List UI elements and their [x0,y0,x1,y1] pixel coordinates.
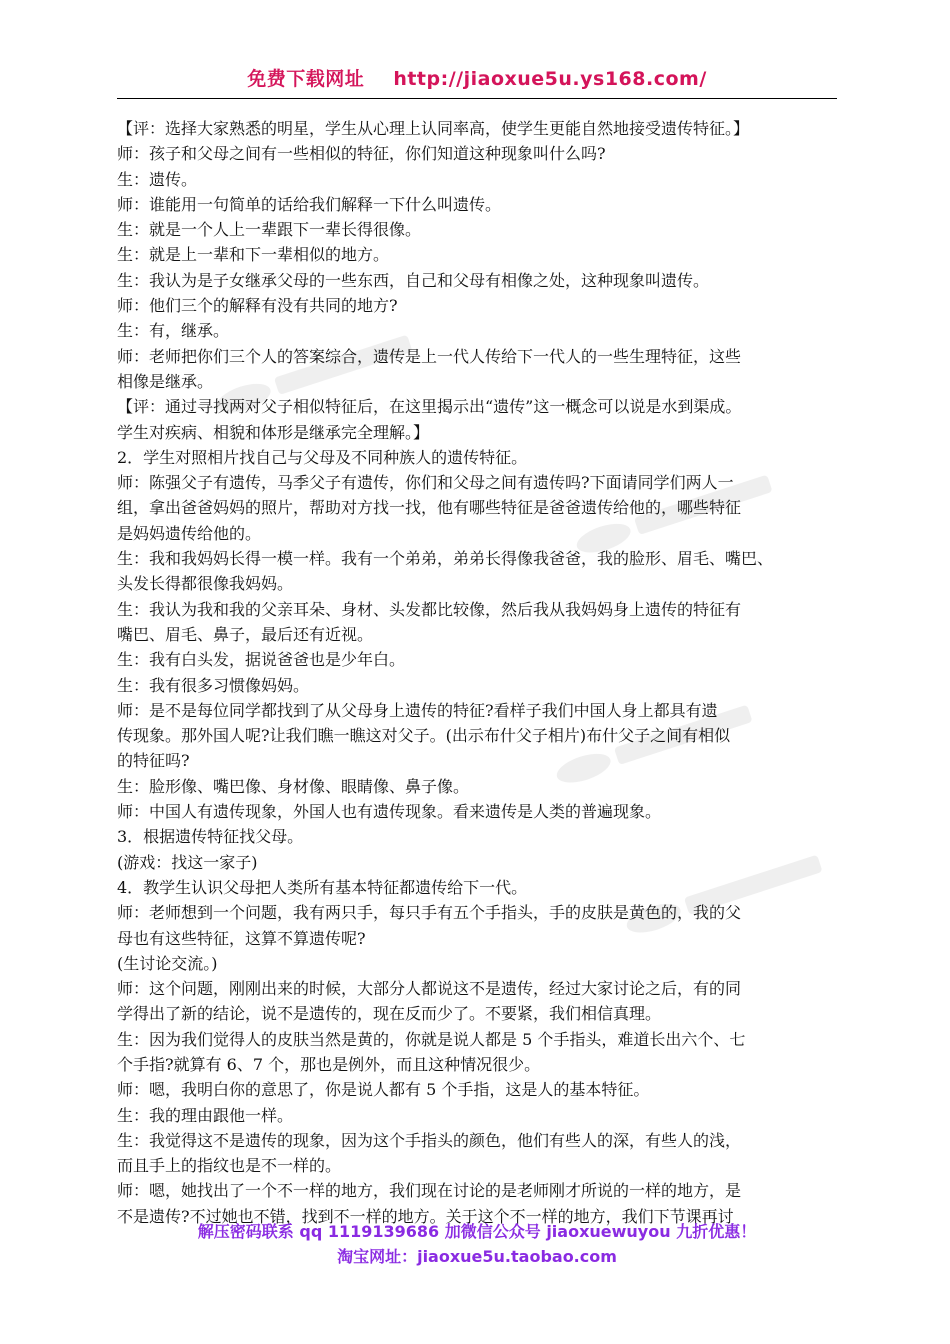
text-line: 生：我有白头发，据说爸爸也是少年白。 [117,650,406,670]
footer-taobao-link[interactable]: 淘宝网址：jiaoxue5u.taobao.com [337,1247,617,1266]
text-line: 生：因为我们觉得人的皮肤当然是黄的，你就是说人都是 5 个手指头，难道长出六个、七 [117,1029,746,1049]
text-line: 的特征吗? [117,751,190,771]
header-title: 免费下载网址 [247,68,365,90]
text-line: (游戏：找这一家子) [117,852,258,872]
text-line: 【评：选择大家熟悉的明星，学生从心理上认同率高，使学生更能自然地接受遗传特征。】 [117,119,750,138]
text-line: 生：遗传。 [117,169,198,189]
text-line: 生：脸形像、嘴巴像、身材像、眼睛像、鼻子像。 [117,776,470,796]
text-line: 生：我有很多习惯像妈妈。 [117,675,310,695]
header-url-link[interactable]: http://jiaoxue5u.ys168.com/ [393,68,707,90]
text-line: 母也有这些特征，这算不算遗传呢? [117,928,366,948]
document-body [117,116,847,1229]
text-line: 师：他们三个的解释有没有共同的地方? [117,296,398,316]
text-line: 【评：通过寻找两对父子相似特征后，在这里揭示出“遗传”这一概念可以说是水到渠成。 [117,397,742,417]
text-line: 传现象。那外国人呢?让我们瞧一瞧这对父子。(出示布什父子相片)布什父子之间有相似 [117,726,731,746]
text-line: 个手指?就算有 6、7 个，那也是例外，而且这种情况很少。 [117,1054,541,1074]
text-line: 师：陈强父子有遗传，马季父子有遗传，你们和父母之间有遗传吗?下面请同学们两人一 [117,473,734,493]
text-line: 师：嗯，我明白你的意思了，你是说人都有 5 个手指，这是人的基本特征。 [117,1080,650,1100]
text-line: 师：中国人有遗传现象，外国人也有遗传现象。看来遗传是人类的普遍现象。 [117,802,662,822]
text-line: 生：我觉得这不是遗传的现象，因为这个手指头的颜色，他们有些人的深，有些人的浅， [117,1130,742,1150]
text-line: 师：老师把你们三个人的答案综合，遗传是上一代人传给下一代人的一些生理特征，这些 [117,346,742,366]
text-line: 生：我认为我和我的父亲耳朵、身材、头发都比较像，然后我从我妈妈身上遗传的特征有 [117,599,742,619]
text-line: (生讨论交流。) [117,953,218,973]
text-line: 2．学生对照相片找自己与父母及不同种族人的遗传特征。 [117,447,528,467]
text-line: 生：就是上一辈和下一辈相似的地方。 [117,245,390,265]
text-line: 是妈妈遗传给他的。 [117,523,262,543]
text-line: 相像是继承。 [117,371,214,391]
text-line: 生：就是一个人上一辈跟下一辈长得很像。 [117,220,422,240]
footer-contact-line: 解压密码联系 qq 1119139686 加微信公众号 jiaoxuewuyou 九折优惠！ [197,1222,757,1241]
page-header [117,64,837,99]
text-line: 师：谁能用一句简单的话给我们解释一下什么叫遗传。 [117,194,502,214]
text-line: 师：孩子和父母之间有一些相似的特征，你们知道这种现象叫什么吗? [117,144,606,164]
text-line: 组，拿出爸爸妈妈的照片，帮助对方找一找，他有哪些特征是爸爸遗传给他的，哪些特征 [117,498,742,518]
text-line: 师：是不是每位同学都找到了从父母身上遗传的特征?看样子我们中国人身上都具有遗 [117,700,718,720]
text-line: 而且手上的指纹也是不一样的。 [117,1156,342,1176]
page-footer [117,1219,837,1269]
text-line: 师：嗯，她找出了一个不一样的地方，我们现在讨论的是老师刚才所说的一样的地方，是 [117,1181,742,1201]
text-line: 生：有，继承。 [117,321,230,341]
text-line: 学生对疾病、相貌和体形是继承完全理解。】 [117,422,430,442]
text-line: 头发长得都很像我妈妈。 [117,574,294,594]
text-line: 3．根据遗传特征找父母。 [117,827,304,847]
text-line: 学得出了新的结论，说不是遗传的，现在反而少了。不要紧，我们相信真理。 [117,1004,662,1024]
text-line: 不是遗传?不过她也不错，找到不一样的地方。关于这个不一样的地方，我们下节课再讨 [117,1206,734,1226]
text-line: 师：老师想到一个问题，我有两只手，每只手有五个手指头，手的皮肤是黄色的，我的父 [117,903,742,923]
text-line: 师：这个问题，刚刚出来的时候，大部分人都说这不是遗传，经过大家讨论之后，有的同 [117,979,742,999]
text-line: 嘴巴、眉毛、鼻子，最后还有近视。 [117,624,374,644]
text-line: 生：我的理由跟他一样。 [117,1105,294,1125]
text-line: 生：我认为是子女继承父母的一些东西，自己和父母有相像之处，这种现象叫遗传。 [117,270,710,290]
text-line: 生：我和我妈妈长得一模一样。我有一个弟弟，弟弟长得像我爸爸，我的脸形、眉毛、嘴巴、 [117,549,774,569]
text-line: 4．教学生认识父母把人类所有基本特征都遗传给下一代。 [117,877,528,897]
